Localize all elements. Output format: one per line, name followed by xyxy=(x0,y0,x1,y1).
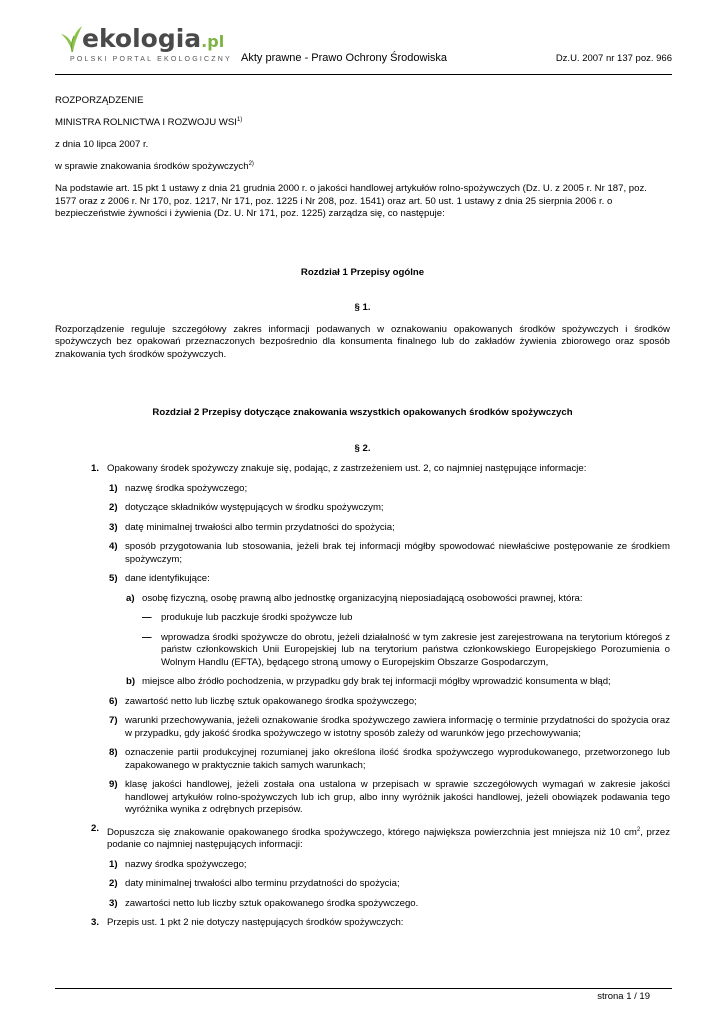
section-2-points xyxy=(55,859,670,911)
section-text: Przepis ust. 1 pkt 2 nie dotyczy następujących środków spożywczych: xyxy=(107,917,404,928)
logo-suffix: .pl xyxy=(201,32,225,51)
section-number: 2. xyxy=(91,822,100,834)
section-2 xyxy=(55,822,670,852)
point-1: 1) nazwy środka spożywczego; xyxy=(109,858,247,870)
doc-preamble: Na podstawie art. 15 pkt 1 ustawy z dnia 21 grudnia 2000 r. o jakości handlowej artykułów rolno-spożywczych (Dz. U. z 2005 r. Nr 187, poz. 1577 oraz z 2006 r. Nr 170, poz. 1217, Nr 171, poz. 1225 i Nr 208, poz. 1541) oraz art. 50 ust. 1 ustawy z dnia 25 sierpnia 2006 r. o bezpieczeństwie żywności i żywienia (Dz. U. Nr 171, poz. 1225) zarządza się, co następuje: xyxy=(55,183,647,219)
point-5: 5) dane identyfikujące: xyxy=(109,573,210,584)
dash-item-2: — wprowadza środki spożywcze do obrotu, jeżeli działalność w tym zakresie jest zarejestrowana na terytorium któregoś z państw członkowskich Unii Europejskiej lub na terytorium państwa członkowskiego Europejskiego Porozumienia o Wolnym Handlu (EFTA), będącego stroną umowy o Europejskim Obszarze Gospodarczym, xyxy=(142,631,670,668)
doc-date: z dnia 10 lipca 2007 r. xyxy=(55,139,149,150)
doc-type: ROZPORZĄDZENIE xyxy=(55,95,144,106)
section-1 xyxy=(55,463,670,476)
chapter-2-heading: Rozdział 2 Przepisy dotyczące znakowania wszystkich opakowanych środków spożywczych xyxy=(152,407,573,418)
footnote-ref-1[interactable]: 1) xyxy=(236,116,243,123)
section-number: 1. xyxy=(91,463,100,474)
logo-text: ekologia xyxy=(82,24,202,53)
point-9: 9) klasę jakości handlowej, jeżeli została ona ustalona w przepisach w sprawie szczegółowych wymagań w zakresie jakości handlowej artykułów rolno-spożywczych lub ich grup, albo inny wyróżnik jakości handlowej, jeżeli obowiązek podawania tego wyróżnika wynika z odrębnych przepisów. xyxy=(109,779,670,815)
point-4: 4) sposób przygotowania lub stosowania, jeżeli brak tej informacji mógłby spowodować niewłaściwe postępowanie ze środkiem spożywczym; xyxy=(109,541,670,565)
section-1-points xyxy=(55,483,670,817)
doc-issuer: MINISTRA ROLNICTWA I ROZWOJU WSI$^{1)}$ xyxy=(55,116,243,128)
point-1: 1) nazwę środka spożywczego; xyxy=(109,482,248,494)
page-header xyxy=(55,22,672,75)
footer-divider xyxy=(55,988,672,989)
point-6: 6) zawartość netto lub liczbę sztuk opakowanego środka spożywczego; xyxy=(109,695,417,707)
header-reference: Dz.U. 2007 nr 137 poz. 966 xyxy=(555,53,672,64)
paragraph-1-heading: § 1. xyxy=(354,302,371,313)
chapter-1-heading: Rozdział 1 Przepisy ogólne xyxy=(300,266,425,278)
point-5a: a) osobę fizyczną, osobę prawną albo jednostkę organizacyjną nieposiadającą osobowości prawnej, która: xyxy=(126,592,583,604)
section-3 xyxy=(55,917,670,930)
doc-subject: w sprawie znakowania środków spożywczych$^{2)}$ xyxy=(55,160,254,172)
paragraph-2-heading: § 2. xyxy=(354,442,371,454)
ekologia-logo[interactable] xyxy=(60,22,232,68)
dash-item-1: — produkuje lub paczkuje środki spożywcze lub xyxy=(142,612,353,623)
leaf-icon xyxy=(60,24,84,54)
footnote-ref-2[interactable]: 2) xyxy=(248,160,254,167)
point-2: 2) dotyczące składników występujących w środku spożywczym; xyxy=(109,502,384,513)
header-title: Akty prawne - Prawo Ochrony Środowiska xyxy=(241,52,448,64)
point-5b: b) miejsce albo źródło pochodzenia, w przypadku gdy brak tej informacji mógłby wprowadzić konsumenta w błąd; xyxy=(126,676,611,687)
logo-subtitle: POLSKI PORTAL EKOLOGICZNY xyxy=(70,56,232,63)
section-text: Opakowany środek spożywczy znakuje się, podając, z zastrzeżeniem ust. 2, co najmniej następujące informacje: xyxy=(107,463,587,474)
paragraph-1-text: Rozporządzenie reguluje szczegółowy zakres informacji podawanych w oznakowaniu opakowanych środków spożywczych i środków spożywczych bez opakowań przeznaczonych bezpośrednio dla konsumenta finalnego lub do zakładów żywienia zbiorowego oraz sposób znakowania tych środków spożywczych. xyxy=(55,323,670,360)
point-7: 7) warunki przechowywania, jeżeli oznakowanie środka spożywczego zawiera informację o terminie przydatności do spożycia oraz w przypadku, gdy jakość środka spożywczego w istotny sposób zależy od warunków jego przechowywania; xyxy=(109,715,670,739)
point-2: 2) daty minimalnej trwałości albo terminu przydatności do spożycia; xyxy=(109,878,400,889)
point-8: 8) oznaczenie partii produkcyjnej rozumianej jako określona ilość środka spożywczego wyprodukowanego, przetworzonego lub zapakowanego w praktycznie takich samych warunkach; xyxy=(109,747,670,771)
section-text: Dopuszcza się znakowanie opakowanego środka spożywczego, którego największa powierzchnia jest mniejsza niż 10 $cm^2$, przez podanie co najmniej następujących informacji: xyxy=(107,826,670,850)
section-number: 3. xyxy=(91,917,100,928)
point-3: 3) datę minimalnej trwałości albo termin przydatności do spożycia; xyxy=(109,521,395,533)
document-body xyxy=(55,95,670,930)
point-3: 3) zawartości netto lub liczby sztuk opakowanego środka spożywczego. xyxy=(109,897,419,909)
page-number: strona 1 / 19 xyxy=(597,991,650,1002)
